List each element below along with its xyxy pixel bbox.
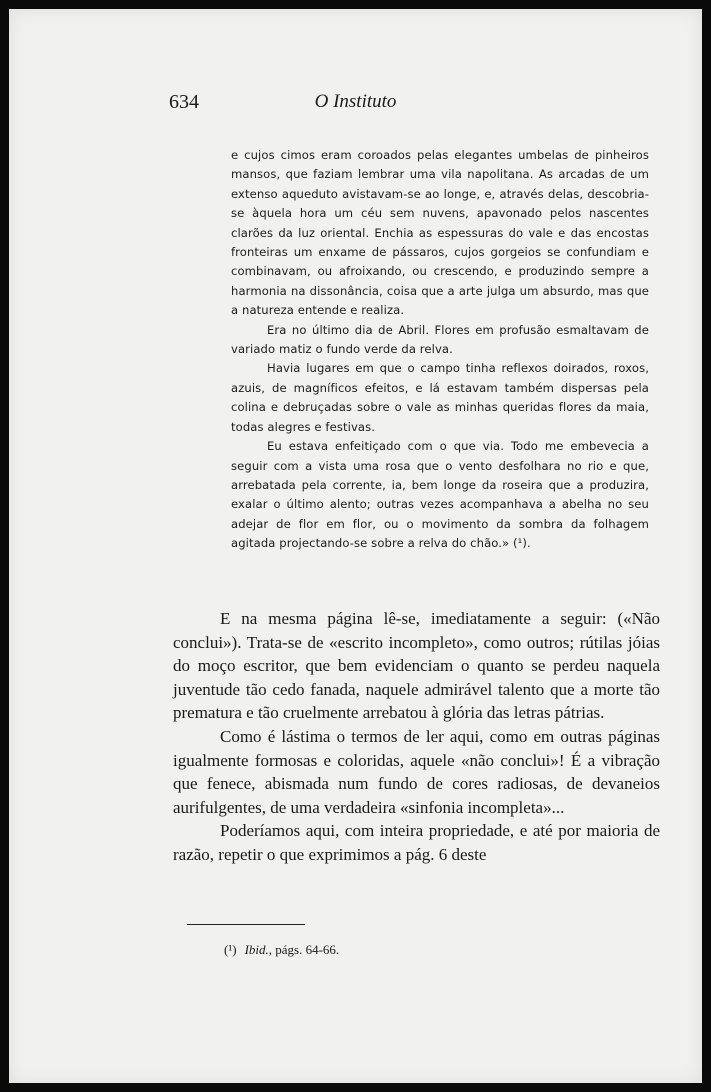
- footnote-divider: [187, 924, 305, 925]
- quote-paragraph-1: e cujos cimos eram coroados pelas elegantes umbelas de pinheiros mansos, que faziam lembrar uma vila napolitana. As arcadas de um extenso aqueduto avistavam-se ao longe, e, através delas, descobria-se àquela hora um céu sem nuvens, apavonado pelos nascentes clarões da luz oriental. Enchia as espessuras do vale e das encostas fronteiras um enxame de pássaros, cujos gorgeios se confundiam e combinavam, ou afroixando, ou crescendo, e produzindo sempre a harmonia na dissonância, coisa que a arte julga um absurdo, mas que a natureza entende e realiza.: [231, 148, 649, 318]
- footnote-pages: , págs. 64-66.: [268, 942, 340, 957]
- quoted-passage: [231, 146, 649, 554]
- quote-paragraph-4: Eu estava enfeitiçado com o que via. Todo me embevecia a seguir com a vista uma rosa que o vento desfolhara no rio e que, arrebatada pela corrente, ia, bem longe da roseira que a produzira, exalar o último alento; outras vezes acompanhava a abelha no seu adejar de flor em flor, ou o movimento da sombra da folhagem agitada projectando-se sobre a relva do chão.» (¹).: [231, 439, 649, 551]
- body-paragraph-1: E na mesma página lê-se, imediatamente a seguir: («Não conclui»). Trata-se de «escrito incompleto», como outros; rútilas jóias do moço escritor, que bem evidenciam o quanto se perdeu naquela juventude tão cedo fanada, naquele admirável talento que a morte tão prematura e tão cruelmente arrebatou à glória das letras pátrias.: [173, 609, 660, 723]
- quote-paragraph-3: Havia lugares em que o campo tinha reflexos doirados, roxos, azuis, de magníficos efeitos, e lá estavam também dispersas pela colina e debruçadas sobre o vale as minhas queridas flores da maia, todas alegres e festivas.: [231, 361, 649, 434]
- body-paragraph-3: Poderíamos aqui, com inteira propriedade, e até por maioria de razão, repetir o que exprimimos a pág. 6 deste: [173, 821, 660, 864]
- book-page: [9, 9, 702, 1083]
- running-title: O Instituto: [314, 91, 397, 112]
- body-text: [173, 607, 660, 867]
- body-paragraph-2: Como é lástima o termos de ler aqui, como em outras páginas igualmente formosas e coloridas, aquele «não conclui»! É a vibração que fenece, abismada num fundo de cores radiosas, de devaneios aurifulgentes, de uma verdadeira «sinfonia incompleta»...: [173, 726, 660, 817]
- quote-paragraph-2: Era no último dia de Abril. Flores em profusão esmaltavam de variado matiz o fundo verde da relva.: [231, 322, 649, 357]
- footnote-marker: (¹): [224, 942, 237, 957]
- footnote-source: Ibid.: [244, 942, 269, 957]
- page-header: [9, 91, 702, 127]
- footnote: [224, 942, 339, 958]
- page-number: 634: [169, 91, 199, 113]
